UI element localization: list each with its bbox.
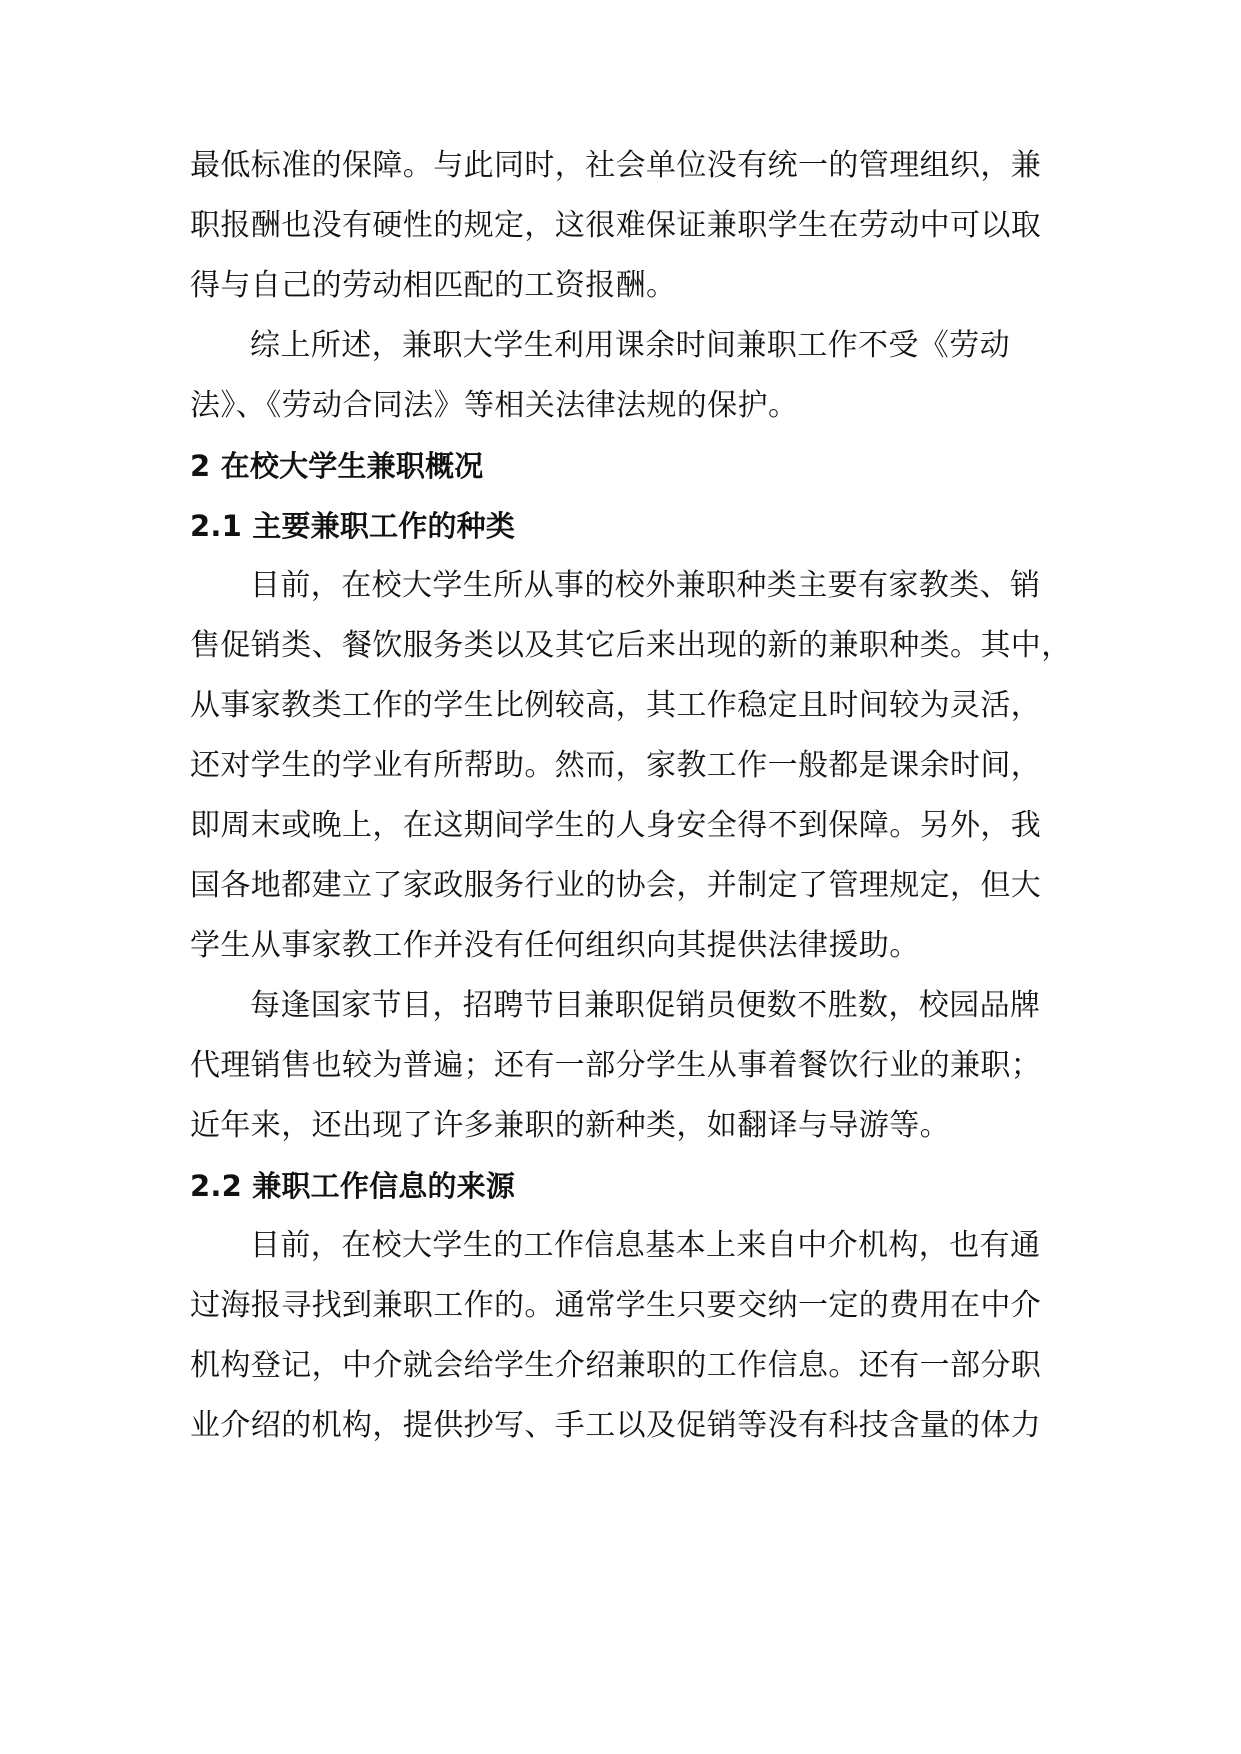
paragraph-line: 代理销售也较为普遍；还有一部分学生从事着餐饮行业的兼职； [190, 1048, 1042, 1083]
subsection-heading: 2.1 主要兼职工作的种类 [190, 509, 516, 543]
paragraph-line: 即周末或晚上，在这期间学生的人身安全得不到保障。另外，我 [190, 808, 1042, 843]
paragraph-line: 每逢国家节目，招聘节目兼职促销员便数不胜数，校园品牌 [250, 988, 1041, 1023]
paragraph-line: 近年来，还出现了许多兼职的新种类，如翻译与导游等。 [190, 1108, 950, 1143]
paragraph-line: 国各地都建立了家政服务行业的协会，并制定了管理规定，但大 [190, 868, 1042, 903]
paragraph-line: 职报酬也没有硬性的规定，这很难保证兼职学生在劳动中可以取 [190, 208, 1042, 243]
paragraph-line: 综上所述，兼职大学生利用课余时间兼职工作不受《劳动 [250, 328, 1010, 363]
paragraph-line: 目前，在校大学生所从事的校外兼职种类主要有家教类、销 [250, 568, 1041, 603]
paragraph-line: 从事家教类工作的学生比例较高，其工作稳定且时间较为灵活， [190, 688, 1042, 723]
paragraph-line: 学生从事家教工作并没有任何组织向其提供法律援助。 [190, 928, 920, 963]
paragraph-line: 售促销类、餐饮服务类以及其它后来出现的新的兼职种类。其中， [190, 628, 1072, 663]
paragraph-line: 机构登记，中介就会给学生介绍兼职的工作信息。还有一部分职 [190, 1348, 1042, 1383]
subsection-heading: 2.2 兼职工作信息的来源 [190, 1169, 516, 1203]
paragraph-line: 得与自己的劳动相匹配的工资报酬。 [190, 268, 677, 303]
paragraph-line: 还对学生的学业有所帮助。然而，家教工作一般都是课余时间， [190, 748, 1042, 783]
paragraph-line: 过海报寻找到兼职工作的。通常学生只要交纳一定的费用在中介 [190, 1288, 1042, 1323]
paragraph-line: 法》、《劳动合同法》等相关法律法规的保护。 [190, 388, 799, 423]
section-heading: 2 在校大学生兼职概况 [190, 449, 484, 483]
paragraph-line: 目前，在校大学生的工作信息基本上来自中介机构，也有通 [250, 1228, 1041, 1263]
paragraph-line: 业介绍的机构，提供抄写、手工以及促销等没有科技含量的体力 [190, 1408, 1042, 1443]
paragraph-line: 最低标准的保障。与此同时，社会单位没有统一的管理组织，兼 [190, 148, 1042, 183]
